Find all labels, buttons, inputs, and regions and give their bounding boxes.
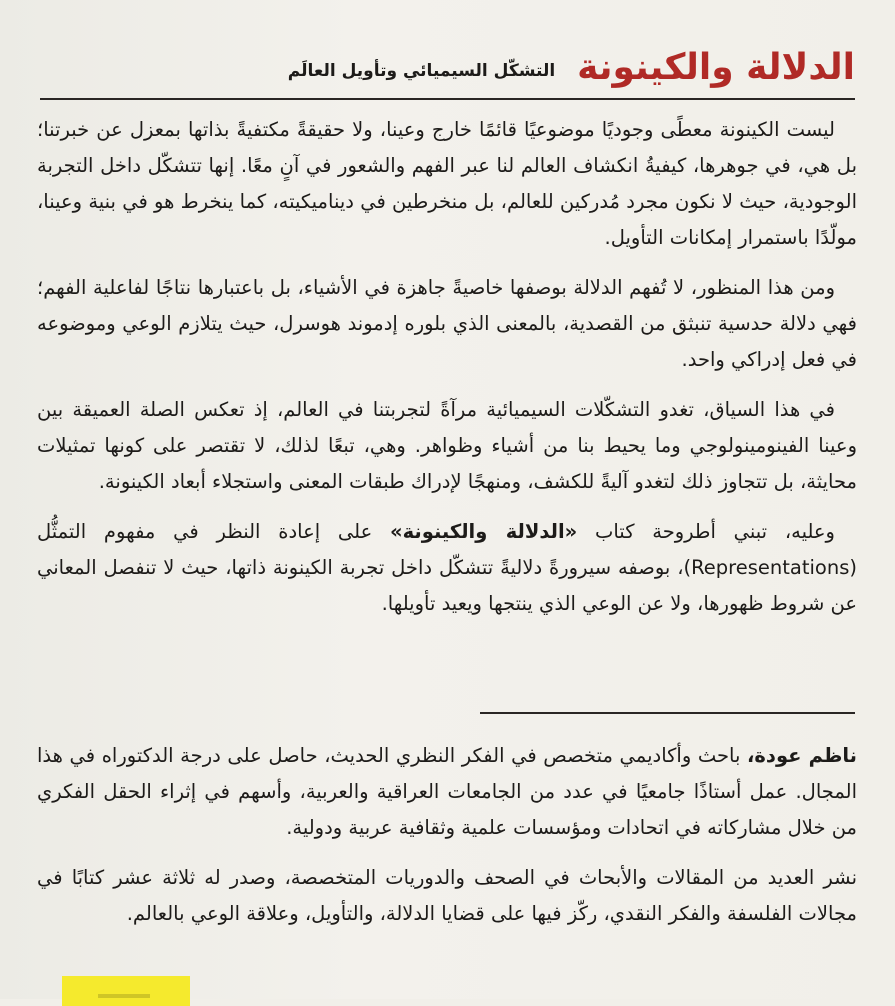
book-title-reference: «الدلالة والكينونة» bbox=[390, 520, 578, 543]
price-sticker bbox=[62, 976, 190, 1006]
blurb bbox=[37, 112, 857, 636]
term-representations: Representations bbox=[691, 556, 850, 579]
book-subtitle: التشكّل السيميائي وتأويل العالَم bbox=[287, 61, 556, 81]
blurb-paragraph-2: ومن هذا المنظور، لا تُفهم الدلالة بوصفها خاصيةً جاهزة في الأشياء، بل باعتبارها نتاجًا لفاعلية الفهم؛ فهي دلالة حدسية تنبثق من القصدية، بالمعنى الذي بلوره إدموند هوسرل، حيث يتلازم الوعي وموضوعه في فعل إدراكي واحد. bbox=[37, 276, 857, 371]
header bbox=[40, 30, 855, 90]
top-divider bbox=[40, 98, 855, 100]
bio-paragraph-1 bbox=[37, 738, 857, 846]
book-title: الدلالة والكينونة bbox=[577, 47, 855, 88]
author-name: ناظم عودة، bbox=[747, 744, 857, 767]
bio-p1-text: باحث وأكاديمي متخصص في الفكر النظري الحديث، حاصل على درجة الدكتوراه في هذا المجال. عمل أستاذًا جامعيًا في عدد من الجامعات العراقية والعربية، وأسهم في إثراء الحقل الفكري من خلال مشاركاته في اتحادات ومؤسسات علمية وثقافية عربية ودولية. bbox=[37, 744, 857, 839]
blurb-p4-intro: وعليه، تبني أطروحة كتاب bbox=[577, 520, 835, 543]
blurb-paragraph-1: ليست الكينونة معطًى وجوديًا موضوعيًا قائمًا خارج وعينا، ولا حقيقةً مكتفيةً بذاتها بمعزل عن خبرتنا؛ بل هي، في جوهرها، كيفيةُ انكشاف العالم لنا عبر الفهم والشعور في آنٍ معًا. إنها تتشكّل داخل التجربة الوجودية، حيث لا نكون مجرد مُدركين للعالم، بل منخرطين في ديناميكيته، كما ينخرط هو في بنية وعينا، مولّدًا باستمرار إمكانات التأويل. bbox=[37, 118, 857, 249]
blurb-paragraph-4 bbox=[37, 514, 857, 622]
blurb-p4-end: )، بوصفه سيرورةً دلاليةً تتشكّل داخل تجربة الكينونة ذاتها، حيث لا تنفصل المعاني عن شروط ظهورها، ولا عن الوعي الذي ينتجها ويعيد تأويلها. bbox=[37, 556, 857, 615]
author-bio bbox=[37, 738, 857, 946]
price-sticker-mark bbox=[98, 994, 150, 998]
blurb-paragraph-3: في هذا السياق، تغدو التشكّلات السيميائية مرآةً لتجربتنا في العالم، إذ تعكس الصلة العميقة بين وعينا الفينومينولوجي وما يحيط بنا من أشياء وظواهر. وهي، تبعًا لذلك، لا تقتصر على كونها تمثيلات محايثة، بل تتجاوز ذلك لتغدو آليةً للكشف، ومنهجًا لإدراك طبقات المعنى واستجلاء أبعاد الكينونة. bbox=[37, 398, 857, 493]
blurb-p4-mid: على إعادة النظر في مفهوم التمثُّل ( bbox=[37, 520, 857, 579]
bio-divider bbox=[480, 712, 855, 714]
bio-paragraph-2: نشر العديد من المقالات والأبحاث في الصحف والدوريات المتخصصة، وصدر له ثلاثة عشر كتابًا في مجالات الفلسفة والفكر النقدي، ركّز فيها على قضايا الدلالة، والتأويل، وعلاقة الوعي بالعالم. bbox=[37, 866, 857, 925]
